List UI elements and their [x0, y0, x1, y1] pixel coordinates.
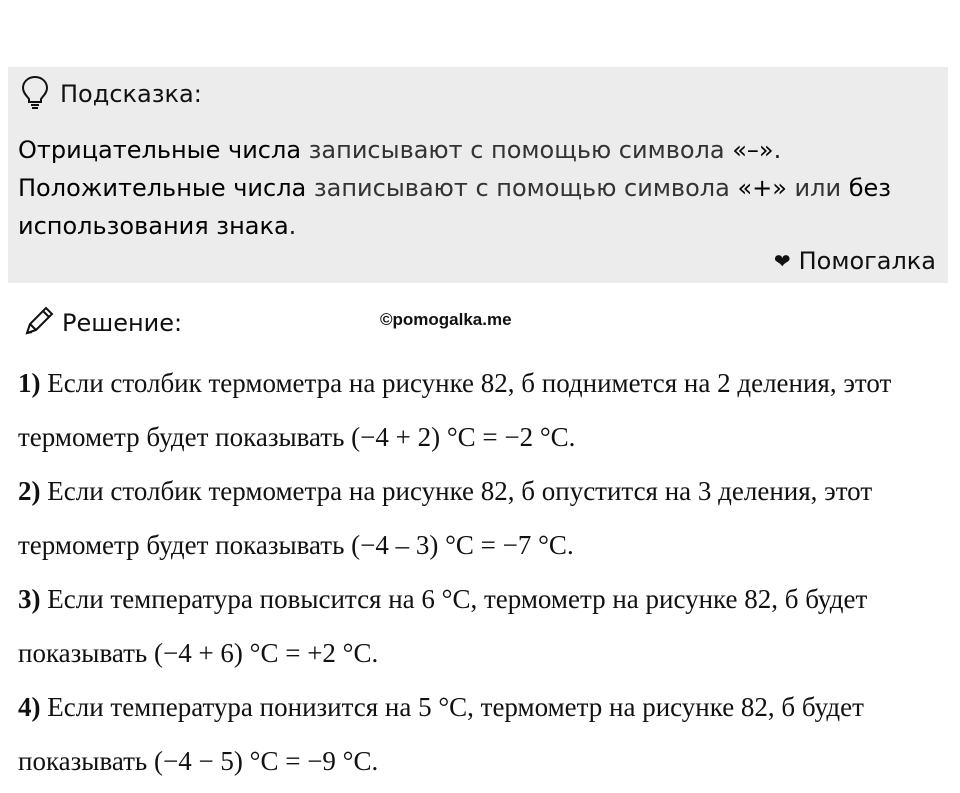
step-number: 1): [18, 368, 41, 398]
step-number: 2): [18, 476, 41, 506]
text-negative: записывают с помощью символа: [301, 136, 733, 164]
brand: [774, 247, 936, 275]
hint-header: [20, 75, 202, 113]
solution-title: Решение:: [62, 309, 183, 337]
step-text: Если температура повысится на 6 °C, термометр на рисунке 82, б будет показывать (−4 + 6) °C = +2 °C.: [18, 584, 868, 668]
step-text: Если температура понизится на 5 °C, термометр на рисунке 82, б будет показывать (−4 − 5) °C = −9 °C.: [18, 692, 864, 776]
symbol-minus: «–»: [732, 136, 774, 164]
hint-title: Подсказка:: [60, 80, 202, 108]
term-no-sign: без использования знака: [18, 174, 892, 240]
step-number: 4): [18, 692, 41, 722]
step-number: 3): [18, 584, 41, 614]
step-text: Если столбик термометра на рисунке 82, б поднимется на 2 деления, этот термометр будет показывать (−4 + 2) °C = −2 °C.: [18, 368, 892, 452]
symbol-plus: «+»: [737, 174, 787, 202]
step-4: [18, 680, 943, 788]
period: .: [288, 212, 297, 240]
term-negative: Отрицательные числа: [18, 136, 302, 164]
heart-icon: ❤: [773, 249, 791, 273]
lightbulb-icon: [20, 75, 50, 113]
pencil-icon: [22, 304, 56, 342]
solution-steps: [18, 356, 943, 788]
period: .: [773, 136, 782, 164]
term-positive: Положительные числа: [18, 174, 307, 202]
text-or: или: [786, 174, 849, 202]
brand-name: Помогалка: [798, 247, 936, 275]
step-2: [18, 464, 943, 572]
solution-header: [22, 304, 182, 342]
watermark: ©pomogalka.me: [380, 310, 512, 329]
step-text: Если столбик термометра на рисунке 82, б опустится на 3 деления, этот термометр будет показывать (−4 – 3) °C = −7 °C.: [18, 476, 873, 560]
text-positive: записывают с помощью символа: [306, 174, 738, 202]
step-1: [18, 356, 943, 464]
hint-box: [8, 67, 948, 283]
step-3: [18, 572, 943, 680]
hint-text: [18, 131, 933, 245]
